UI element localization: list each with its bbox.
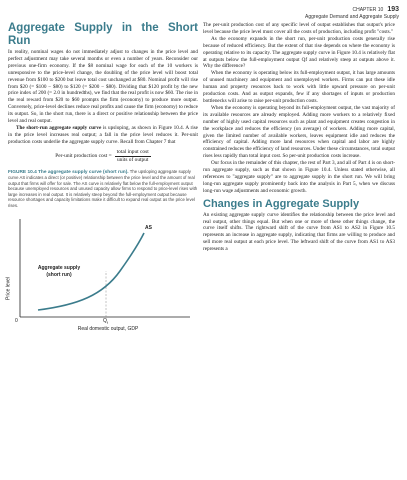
page-number: 193 — [387, 6, 399, 13]
figure-aggregate-supply-chart — [5, 213, 198, 335]
paragraph: Our focus in the remainder of this chapter, the rest of Part 3, and all of Part 4 is on short-run aggregate supply, such as that shown in Figure 10.4. Unless stated otherwise, all references to "aggregate supply" are to aggregate supply in the short run. We will bring long-run aggregate supply prominently back into the analysis in Part 5, when we discuss long-run wage adjustments and economic growth. — [203, 160, 395, 194]
curve-label-as: AS — [145, 224, 152, 231]
curve-name: Aggregate supply (short run) — [37, 264, 81, 278]
running-head-chapter: CHAPTER 10 — [352, 7, 384, 13]
paragraph: When the economy is operating below its full-employment output, it has large amounts of unused machinery and equipment and unemployed workers. Firms can put these idle human and property resources back to work with little upward pressure on per-unit production costs. And as output expands, few if any shortages of inputs or production bottlenecks will arise to raise per-unit production costs. — [203, 70, 395, 104]
formula-numerator: total input cost — [116, 148, 149, 155]
paragraph-text: is upsloping, as shown in Figure 10.4. A rise in the price level increases real output; a fall in the price level reduces it. Per-unit production costs underlie the aggregate supply curve. Recall from Chapter 7 that — [8, 124, 198, 145]
qf-symbol: Q — [103, 317, 107, 324]
figure-title: The aggregate supply curve (short run). — [38, 169, 129, 175]
formula-denominator: units of output — [116, 156, 149, 163]
right-column — [203, 22, 395, 253]
formula-fraction — [115, 149, 151, 164]
qf-subscript: f — [106, 320, 108, 325]
figure-label: FIGURE 10.4 — [8, 169, 37, 175]
paragraph-with-term — [8, 125, 198, 146]
formula-lhs: Per-unit production cost = — [55, 152, 112, 159]
section-heading-changes: Changes in Aggregate Supply — [203, 197, 360, 210]
origin-label: 0 — [15, 317, 18, 324]
figure-caption-text: The upsloping aggregate supply curve AS indicates a direct (or positive) relationship between the price level and the amount of real output that firms will offer for sale. The AS curve is relatively flat below the full-employment output because unemployed resources and unused capacity allow firms to respond to price-level rises with large increases in real output. It is relatively steep beyond the full-employment output because resource shortages and capacity limitations make it difficult to expand real output as the price level rises. — [8, 168, 198, 209]
figure-caption — [8, 169, 198, 209]
formula — [8, 149, 198, 164]
running-head — [305, 6, 399, 21]
y-axis-label: Price level — [5, 276, 12, 300]
paragraph: The per-unit production cost of any specific level of output establishes that output's price level because the price level must cover all the costs of production, including profit "costs." — [203, 22, 395, 35]
paragraph: As the economy expands in the short run, per-unit production costs generally rise because of reduced efficiency. But the extent of that rise depends on where the economy is operating relative to its capacity. The aggregate supply curve in Figure 10.4 is relatively flat at outputs below the full-employment output Qf and relatively steep at outputs above it. Why the difference? — [203, 35, 395, 70]
paragraph: In reality, nominal wages do not immediately adjust to changes in the price level and perfect adjustment may take several months or even a number of years. Reconsider our previous one-firm economy. If the $8 nominal wage for each of the 10 workers is unresponsive to the price-level change, the doubling of the price level will boost total revenue from $100 to $200 but leave total cost unchanged at $80. Nominal profit will rise from $20 (= $100 − $80) to $120 (= $200 − $80). Dividing that $120 profit by the new price index of 200 (= 2.0 in hundredths), we find that the real profit is now $60. The rise in the real reward from $20 to $60 prompts the firm (economy) to produce more output. Conversely, price-level declines reduce real profits and cause the firm (economy) to reduce its output. So, in the short run, there is a direct or positive relationship between the price level and real output. — [8, 49, 198, 125]
running-head-title: Aggregate Demand and Aggregate Supply — [305, 14, 399, 20]
key-term: The short-run aggregate supply curve — [16, 124, 102, 131]
left-column — [5, 22, 198, 335]
paragraph: An existing aggregate supply curve identifies the relationship between the price level and real output, other things equal. But when one or more of these other things change, the curve itself shifts. The rightward shift of the curve from AS1 to AS2 in Figure 10.5 represents an increase in aggregate supply, indicating that firms are willing to produce and sell more real output at each price level. The leftward shift of the curve from AS1 to AS3 represents a — [203, 211, 395, 253]
paragraph: When the economy is operating beyond its full-employment output, the vast majority of its available resources are already employed. Adding more workers to a relatively fixed number of highly used capital resources such as plant and equipment creates congestion in the workplace and reduces the efficiency (on average) of workers. Adding more capital, given the limited number of available workers, leaves equipment idle and reduces the efficiency of capital. Adding more land resources when capital and labor are highly constrained reduces the efficiency of land resources. Under these circumstances, total output rises less rapidly than total input cost. So per-unit production costs increase. — [203, 104, 395, 160]
x-axis-label: Real domestic output, GDP — [77, 325, 139, 332]
section-heading-short-run: Aggregate Supply in the Short Run — [8, 22, 198, 47]
